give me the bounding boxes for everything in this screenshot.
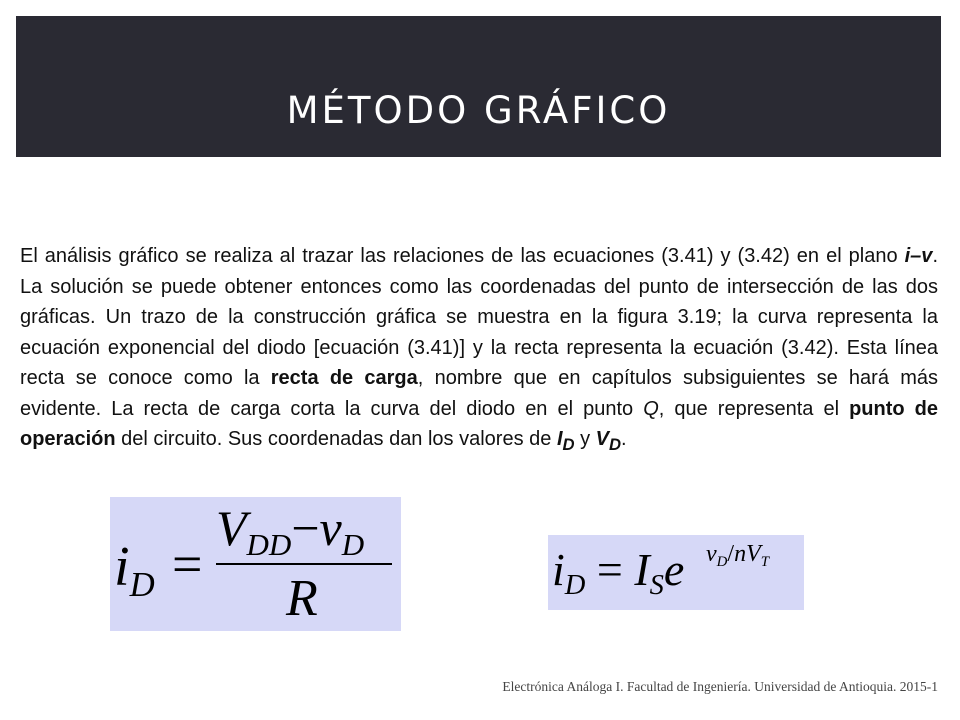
paragraph-iv-plane: i–v xyxy=(904,245,933,267)
eq2-exponent xyxy=(706,541,769,568)
eq1-denominator: R xyxy=(286,570,318,627)
paragraph-text-6: y xyxy=(574,428,596,450)
eq1-vd-subscript: D xyxy=(341,526,365,562)
eq2-is-symbol: I xyxy=(634,544,650,595)
eq1-lhs-symbol: i xyxy=(114,536,130,598)
paragraph-id-subscript: D xyxy=(562,435,575,454)
paragraph-text-3: , nombre que en capítulos subsiguientes se hará más evidente. La recta de carga corta la curva del diodo en el punto xyxy=(20,367,938,420)
slide-title: MÉTODO GRÁFICO xyxy=(286,89,671,132)
eq2-equals: = xyxy=(596,544,623,595)
paragraph-id-symbol: I xyxy=(556,428,563,450)
paragraph-text-5: del circuito. Sus coordenadas dan los valores de xyxy=(115,428,557,450)
eq2-lhs-subscript: D xyxy=(564,570,586,602)
paragraph-operating-point: punto de operación xyxy=(20,397,938,450)
paragraph-vd-subscript: D xyxy=(609,435,622,454)
eq1-equals: = xyxy=(172,534,203,594)
eq2-e-symbol: e xyxy=(663,544,685,595)
paragraph-point-q: Q xyxy=(643,397,659,420)
eq2-body xyxy=(552,543,685,602)
eq1-lhs xyxy=(114,535,155,605)
eq1-minus: − xyxy=(291,500,320,556)
eq2-exp-vt: V xyxy=(746,541,761,567)
eq1-vdd-subscript: DD xyxy=(246,526,292,562)
paragraph-vd-symbol: V xyxy=(595,428,610,450)
eq1-lhs-subscript: D xyxy=(129,565,155,605)
body-paragraph xyxy=(20,241,938,461)
paragraph-text-2: . La solución se puede obtener entonces como las coordenadas del punto de intersección de las dos gráficas. Un trazo de la construcción gráfica se muestra en la figura 3.19; la curva representa la ecuación exponencial del diodo [ecuación (3.41)] y la recta representa la ecuación (3.42). Esta línea recta se conoce como la xyxy=(20,245,938,389)
eq1-vd-symbol: v xyxy=(319,500,342,556)
footer-text: Electrónica Análoga I. Facultad de Ingeniería. Universidad de Antioquia. 2015-1 xyxy=(502,679,938,694)
load-line-equation xyxy=(110,497,401,631)
paragraph-text-7: . xyxy=(621,428,627,450)
eq2-is-subscript: S xyxy=(649,570,664,602)
eq2-exp-v-subscript: D xyxy=(716,553,728,570)
eq2-exp-n: n xyxy=(734,541,747,567)
eq1-fraction-bar xyxy=(216,563,392,565)
paragraph-text-1: El análisis gráfico se realiza al trazar las relaciones de las ecuaciones (3.41) y (3.42) en el plano xyxy=(20,245,905,267)
diode-exponential-equation xyxy=(548,535,804,610)
title-banner xyxy=(16,16,941,157)
paragraph-load-line: recta de carga xyxy=(270,367,418,389)
eq2-exp-vt-subscript: T xyxy=(760,553,770,570)
eq2-exp-v: v xyxy=(706,541,717,567)
eq1-numerator xyxy=(216,499,365,562)
eq1-vdd-symbol: V xyxy=(216,500,247,556)
paragraph-text-4: , que representa el xyxy=(658,397,850,420)
eq2-exp-slash: / xyxy=(727,541,735,567)
eq2-lhs-symbol: i xyxy=(552,544,565,595)
